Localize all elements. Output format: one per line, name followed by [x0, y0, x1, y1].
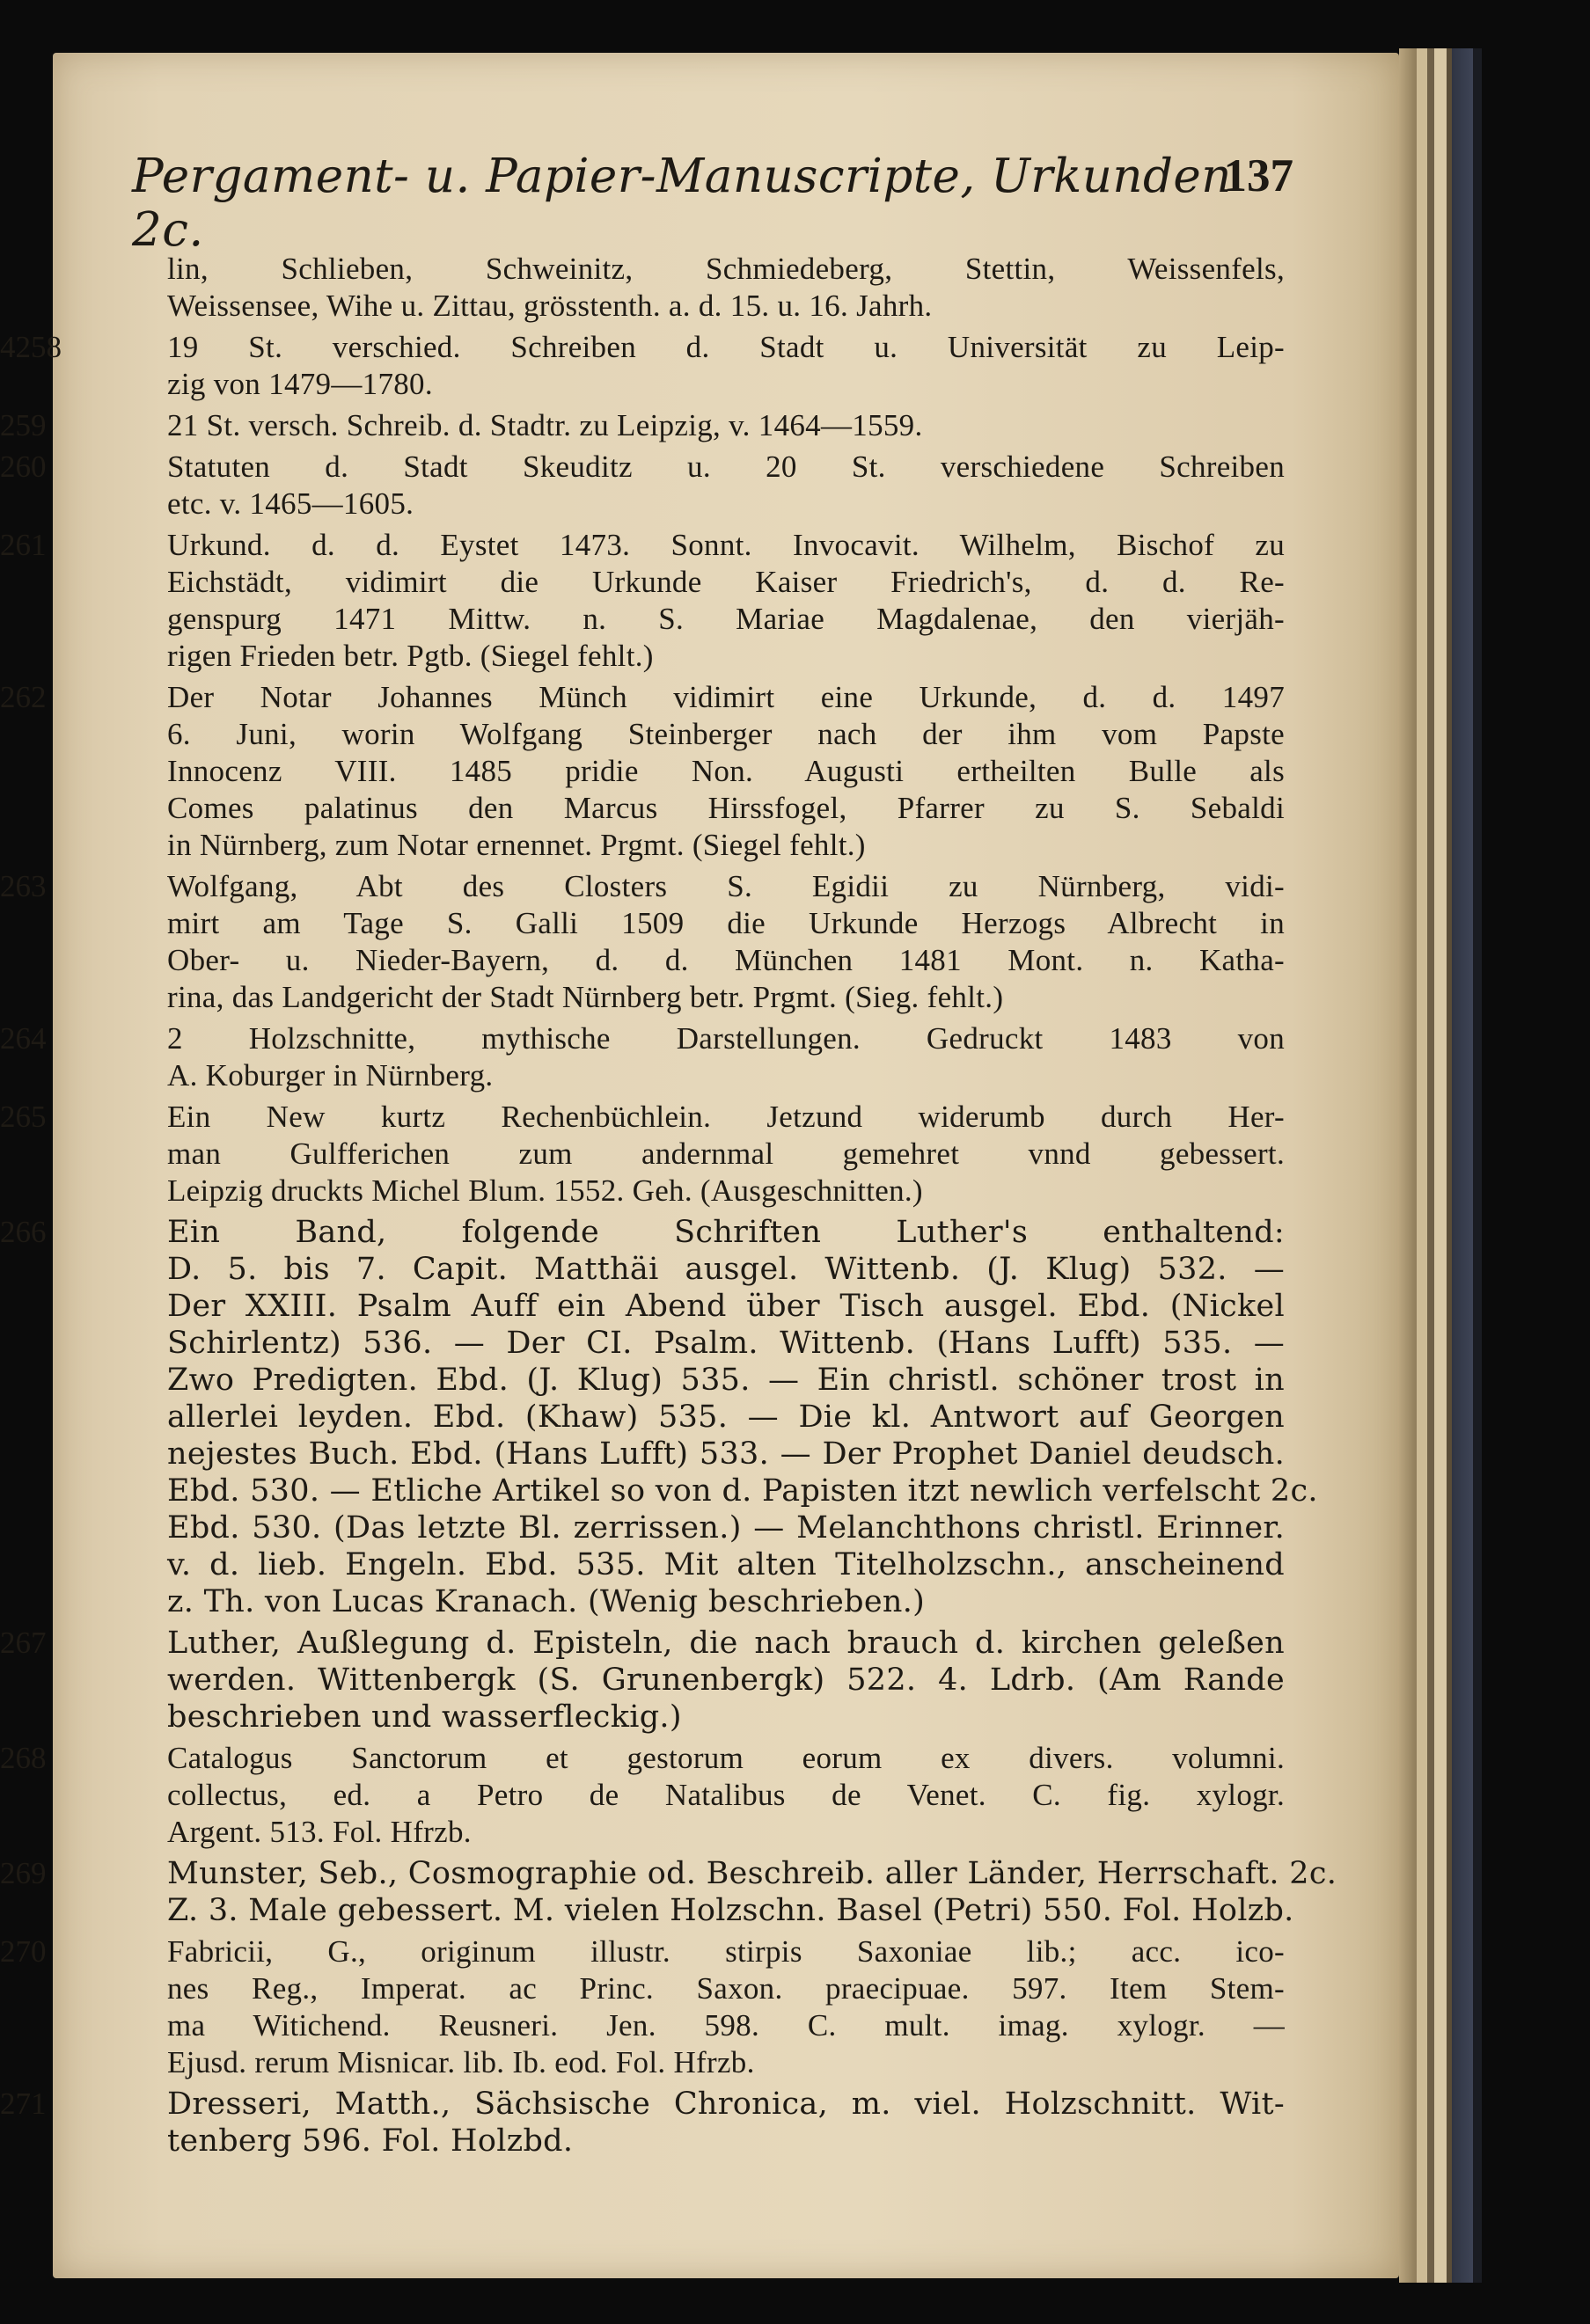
entry-text-line: nejestes Buch. Ebd. (Hans Lufft) 533. — Der Prophet Daniel deudsch.	[167, 1436, 1285, 1472]
entry-number: 270	[0, 1934, 47, 1969]
catalog-entry	[0, 407, 1285, 444]
entry-text-line: werden. Wittenbergk (S. Grunenbergk) 522. 4. Ldrb. (Am Rande	[167, 1663, 1285, 1698]
entry-text-line: zig von 1479—1780.	[167, 367, 433, 401]
entry-number: 271	[0, 2086, 47, 2121]
entry-text-line: Innocenz VIII. 1485 pridie Non. Augusti ertheilten Bulle als	[167, 754, 1285, 788]
entry-text-line: 21 St. versch. Schreib. d. Stadtr. zu Leipzig, v. 1464—1559.	[167, 408, 923, 442]
entry-text-line: Der XXIII. Psalm Auff ein Abend über Tisch ausgel. Ebd. (Nickel	[167, 1289, 1285, 1324]
catalog-entry	[0, 329, 1285, 403]
entry-text-line: tenberg 596. Fol. Holzbd.	[167, 2123, 574, 2159]
entry-number: 268	[0, 1741, 47, 1775]
entry-number: 264	[0, 1021, 47, 1056]
running-head-title: Pergament- u. Papier-Manuscripte, Urkunden 2c.	[132, 150, 1232, 257]
running-header	[132, 150, 1293, 257]
entry-text-line: etc. v. 1465—1605.	[167, 486, 414, 521]
entry-text-line: Schirlentz) 536. — Der CI. Psalm. Wittenb. (Hans Lufft) 535. —	[167, 1326, 1285, 1361]
catalog-entry	[0, 1625, 1285, 1736]
entry-text-line: Comes palatinus den Marcus Hirssfogel, Pfarrer zu S. Sebaldi	[167, 791, 1285, 825]
entry-number: 265	[0, 1100, 47, 1134]
catalog-entry	[0, 1099, 1285, 1210]
catalog-entries	[0, 251, 1337, 2164]
book-page-edges	[1399, 48, 1531, 2283]
entry-text-line: Argent. 513. Fol. Hfrzb.	[167, 1815, 472, 1849]
entry-text-line: allerlei leyden. Ebd. (Khaw) 535. — Die kl. Antwort auf Georgen	[167, 1400, 1285, 1435]
entry-text-line: Statuten d. Stadt Skeuditz u. 20 St. verschiedene Schreiben	[167, 449, 1285, 484]
entry-text-line: rigen Frieden betr. Pgtb. (Siegel fehlt.)	[167, 639, 654, 673]
entry-text-line: Leipzig druckts Michel Blum. 1552. Geh. (Ausgeschnitten.)	[167, 1173, 923, 1208]
entry-number: 266	[0, 1215, 47, 1249]
catalog-entry	[0, 527, 1285, 675]
entry-text-line: Ebd. 530. — Etliche Artikel so von d. Papisten itzt newlich verfelscht 2c.	[167, 1473, 1318, 1509]
entry-number: 269	[0, 1856, 47, 1890]
entry-text-line: Dresseri, Matth., Sächsische Chronica, m. viel. Holzschnitt. Wit-	[167, 2086, 1285, 2122]
entry-text-line: ma Witichend. Reusneri. Jen. 598. C. mult. imag. xylogr. —	[167, 2008, 1285, 2043]
entry-text-line: Eichstädt, vidimirt die Urkunde Kaiser Friedrich's, d. d. Re-	[167, 565, 1285, 599]
page-number: 137	[1223, 150, 1293, 201]
entry-text-line: 6. Juni, worin Wolfgang Steinberger nach der ihm vom Papste	[167, 717, 1285, 751]
entry-text-line: Zwo Predigten. Ebd. (J. Klug) 535. — Ein christl. schöner trost in	[167, 1363, 1285, 1398]
entry-number: 259	[0, 408, 47, 442]
entry-text-line: Ein Band, folgende Schriften Luther's enthaltend:	[167, 1215, 1285, 1250]
catalog-entry	[0, 1214, 1318, 1620]
entry-text-line: nes Reg., Imperat. ac Princ. Saxon. praecipuae. 597. Item Stem-	[167, 1971, 1285, 2006]
entry-text-line: Z. 3. Male gebessert. M. vielen Holzschn. Basel (Petri) 550. Fol. Holzb.	[167, 1893, 1294, 1928]
entry-text-line: 2 Holzschnitte, mythische Darstellungen. Gedruckt 1483 von	[167, 1021, 1285, 1056]
catalog-entry	[0, 1933, 1285, 2081]
catalog-entry	[0, 868, 1285, 1016]
entry-text-line: Fabricii, G., originum illustr. stirpis Saxoniae lib.; acc. ico-	[167, 1934, 1285, 1969]
entry-text-line: Luther, Außlegung d. Episteln, die nach brauch d. kirchen geleßen	[167, 1626, 1285, 1661]
entry-number: 4258	[0, 330, 62, 364]
catalog-entry	[0, 1020, 1285, 1094]
entry-text-line: in Nürnberg, zum Notar ernennet. Prgmt. (Siegel fehlt.)	[167, 828, 866, 862]
entry-text-line: mirt am Tage S. Galli 1509 die Urkunde Herzogs Albrecht in	[167, 906, 1285, 940]
entry-text-line: Weissensee, Wihe u. Zittau, grösstenth. a. d. 15. u. 16. Jahrh.	[167, 289, 933, 323]
entry-text-line: Munster, Seb., Cosmographie od. Beschreib. aller Länder, Herrschaft. 2c.	[167, 1856, 1337, 1891]
catalog-entry	[0, 1855, 1337, 1929]
entry-text-line: Ober- u. Nieder-Bayern, d. d. München 1481 Mont. n. Katha-	[167, 943, 1285, 977]
entry-text-line: genspurg 1471 Mittw. n. S. Mariae Magdalenae, den vierjäh-	[167, 602, 1285, 636]
entry-text-line: Urkund. d. d. Eystet 1473. Sonnt. Invocavit. Wilhelm, Bischof zu	[167, 528, 1285, 562]
entry-text-line: rina, das Landgericht der Stadt Nürnberg betr. Prgmt. (Sieg. fehlt.)	[167, 980, 1004, 1014]
entry-text-line: Wolfgang, Abt des Closters S. Egidii zu Nürnberg, vidi-	[167, 869, 1285, 903]
entry-text-line: 19 St. verschied. Schreiben d. Stadt u. Universität zu Leip-	[167, 330, 1285, 364]
entry-text-line: collectus, ed. a Petro de Natalibus de Venet. C. fig. xylogr.	[167, 1778, 1285, 1812]
entry-text-line: Ejusd. rerum Misnicar. lib. Ib. eod. Fol. Hfrzb.	[167, 2045, 755, 2079]
entry-text-line: Catalogus Sanctorum et gestorum eorum ex divers. volumni.	[167, 1741, 1285, 1775]
entry-text-line: lin, Schlieben, Schweinitz, Schmiedeberg, Stettin, Weissenfels,	[167, 252, 1285, 286]
entry-number: 261	[0, 528, 47, 562]
catalog-entry	[0, 449, 1285, 523]
entry-text-line: beschrieben und wasserfleckig.)	[167, 1699, 682, 1735]
catalog-entry	[0, 1740, 1285, 1851]
entry-number: 267	[0, 1626, 47, 1660]
catalog-entry	[0, 679, 1285, 864]
entry-text-line: A. Koburger in Nürnberg.	[167, 1058, 494, 1093]
entry-text-line: v. d. lieb. Engeln. Ebd. 535. Mit alten Titelholzschn., anscheinend	[167, 1547, 1285, 1582]
entry-number: 263	[0, 869, 47, 903]
entry-text-line: D. 5. bis 7. Capit. Matthäi ausgel. Wittenb. (J. Klug) 532. —	[167, 1252, 1285, 1287]
catalog-entry	[0, 2086, 1285, 2160]
entry-text-line: Ein New kurtz Rechenbüchlein. Jetzund widerumb durch Her-	[167, 1100, 1285, 1134]
entry-number: 262	[0, 680, 47, 714]
entry-number: 260	[0, 449, 47, 484]
catalog-entry	[167, 251, 1285, 325]
entry-text-line: Ebd. 530. (Das letzte Bl. zerrissen.) — Melanchthons christl. Erinner.	[167, 1510, 1285, 1546]
entry-text-line: Der Notar Johannes Münch vidimirt eine Urkunde, d. d. 1497	[167, 680, 1285, 714]
entry-text-line: man Gulfferichen zum andernmal gemehret vnnd gebessert.	[167, 1136, 1285, 1171]
entry-text-line: z. Th. von Lucas Kranach. (Wenig beschrieben.)	[167, 1584, 926, 1619]
